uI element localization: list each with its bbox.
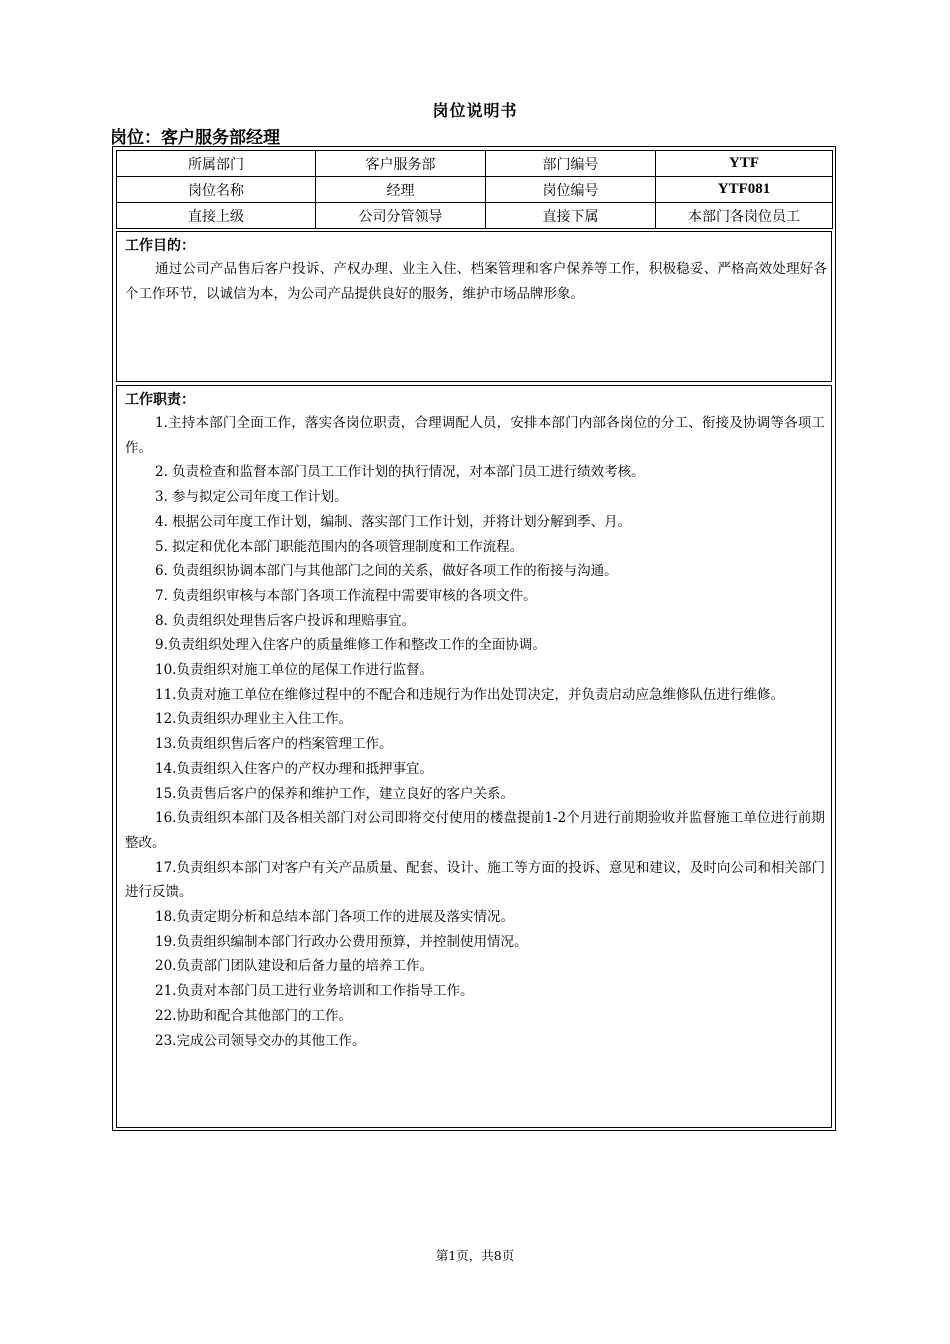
list-item: 21.负责对本部门员工进行业务培训和工作指导工作。 bbox=[155, 983, 474, 1000]
purpose-label: 工作目的： bbox=[125, 238, 195, 254]
list-item: 23.完成公司领导交办的其他工作。 bbox=[155, 1032, 366, 1049]
list-item: 10.负责组织对施工单位的尾保工作进行监督。 bbox=[155, 662, 433, 679]
table-row bbox=[117, 203, 833, 229]
table-row bbox=[117, 151, 833, 177]
list-item: 16.负责组织本部门及各相关部门对公司即将交付使用的楼盘提前1-2个月进行前期验收并监督施工单位进行前期整改。 bbox=[125, 810, 825, 851]
list-item: 7. 负责组织审核与本部门各项工作流程中需要审核的各项文件。 bbox=[155, 587, 537, 604]
list-item: 2. 负责检查和监督本部门员工工作计划的执行情况，对本部门员工进行绩效考核。 bbox=[155, 464, 645, 481]
position-heading: 岗位：客户服务部经理 bbox=[110, 128, 280, 148]
list-item: 18.负责定期分析和总结本部门各项工作的进展及落实情况。 bbox=[155, 909, 514, 926]
list-item: 3. 参与拟定公司年度工作计划。 bbox=[155, 489, 348, 506]
list-item: 13.负责组织售后客户的档案管理工作。 bbox=[155, 736, 393, 753]
list-item: 15.负责售后客户的保养和维护工作，建立良好的客户关系。 bbox=[155, 785, 514, 802]
field-label-department-code: 部门编号 bbox=[486, 151, 656, 177]
list-item: 11.负责对施工单位在维修过程中的不配合和违规行为作出处罚决定，并负责启动应急维修队伍进行维修。 bbox=[155, 686, 784, 703]
table-row bbox=[117, 177, 833, 203]
field-value-direct-superior: 公司分管领导 bbox=[316, 203, 486, 229]
duties-section bbox=[116, 385, 832, 1128]
job-info-table bbox=[116, 150, 833, 229]
field-value-department-code: YTF bbox=[656, 151, 833, 177]
list-item: 12.负责组织办理业主入住工作。 bbox=[155, 711, 352, 728]
list-item: 19.负责组织编制本部门行政办公费用预算，并控制使用情况。 bbox=[155, 933, 528, 950]
list-item: 6. 负责组织协调本部门与其他部门之间的关系，做好各项工作的衔接与沟通。 bbox=[155, 563, 618, 580]
job-description-form bbox=[112, 146, 836, 1131]
list-item: 1.主持本部门全面工作，落实各岗位职责，合理调配人员，安排本部门内部各岗位的分工、衔接及协调等各项工作。 bbox=[125, 415, 825, 456]
list-item: 9.负责组织处理入住客户的质量维修工作和整改工作的全面协调。 bbox=[155, 637, 546, 654]
field-value-position-code: YTF081 bbox=[656, 177, 833, 203]
duties-label: 工作职责： bbox=[125, 392, 195, 408]
duty-list bbox=[125, 411, 825, 1053]
field-value-department: 客户服务部 bbox=[316, 151, 486, 177]
list-item: 4. 根据公司年度工作计划，编制、落实部门工作计划，并将计划分解到季、月。 bbox=[155, 513, 632, 530]
field-value-direct-subordinates: 本部门各岗位员工 bbox=[656, 203, 833, 229]
list-item: 17.负责组织本部门对客户有关产品质量、配套、设计、施工等方面的投诉、意见和建议，及时向公司和相关部门进行反馈。 bbox=[125, 859, 825, 901]
list-item: 20.负责部门团队建设和后备力量的培养工作。 bbox=[155, 958, 433, 975]
field-value-position-name: 经理 bbox=[316, 177, 486, 203]
list-item: 14.负责组织入住客户的产权办理和抵押事宜。 bbox=[155, 760, 433, 777]
list-item: 22.协助和配合其他部门的工作。 bbox=[155, 1007, 352, 1024]
field-label-direct-subordinates: 直接下属 bbox=[486, 203, 656, 229]
purpose-text: 通过公司产品售后客户投诉、产权办理、业主入住、档案管理和客户保养等工作，积极稳妥、严格高效处理好各个工作环节，以诚信为本，为公司产品提供良好的服务，维护市场品牌形象。 bbox=[125, 261, 827, 302]
field-label-position-name: 岗位名称 bbox=[117, 177, 316, 203]
field-label-department: 所属部门 bbox=[117, 151, 316, 177]
page-number: 第1页，共8页 bbox=[435, 1248, 515, 1263]
list-item: 5. 拟定和优化本部门职能范围内的各项管理制度和工作流程。 bbox=[155, 538, 524, 555]
list-item: 8. 负责组织处理售后客户投诉和理赔事宜。 bbox=[155, 612, 416, 629]
field-label-direct-superior: 直接上级 bbox=[117, 203, 316, 229]
purpose-section bbox=[116, 231, 832, 382]
field-label-position-code: 岗位编号 bbox=[486, 177, 656, 203]
document-title: 岗位说明书 bbox=[432, 101, 518, 120]
